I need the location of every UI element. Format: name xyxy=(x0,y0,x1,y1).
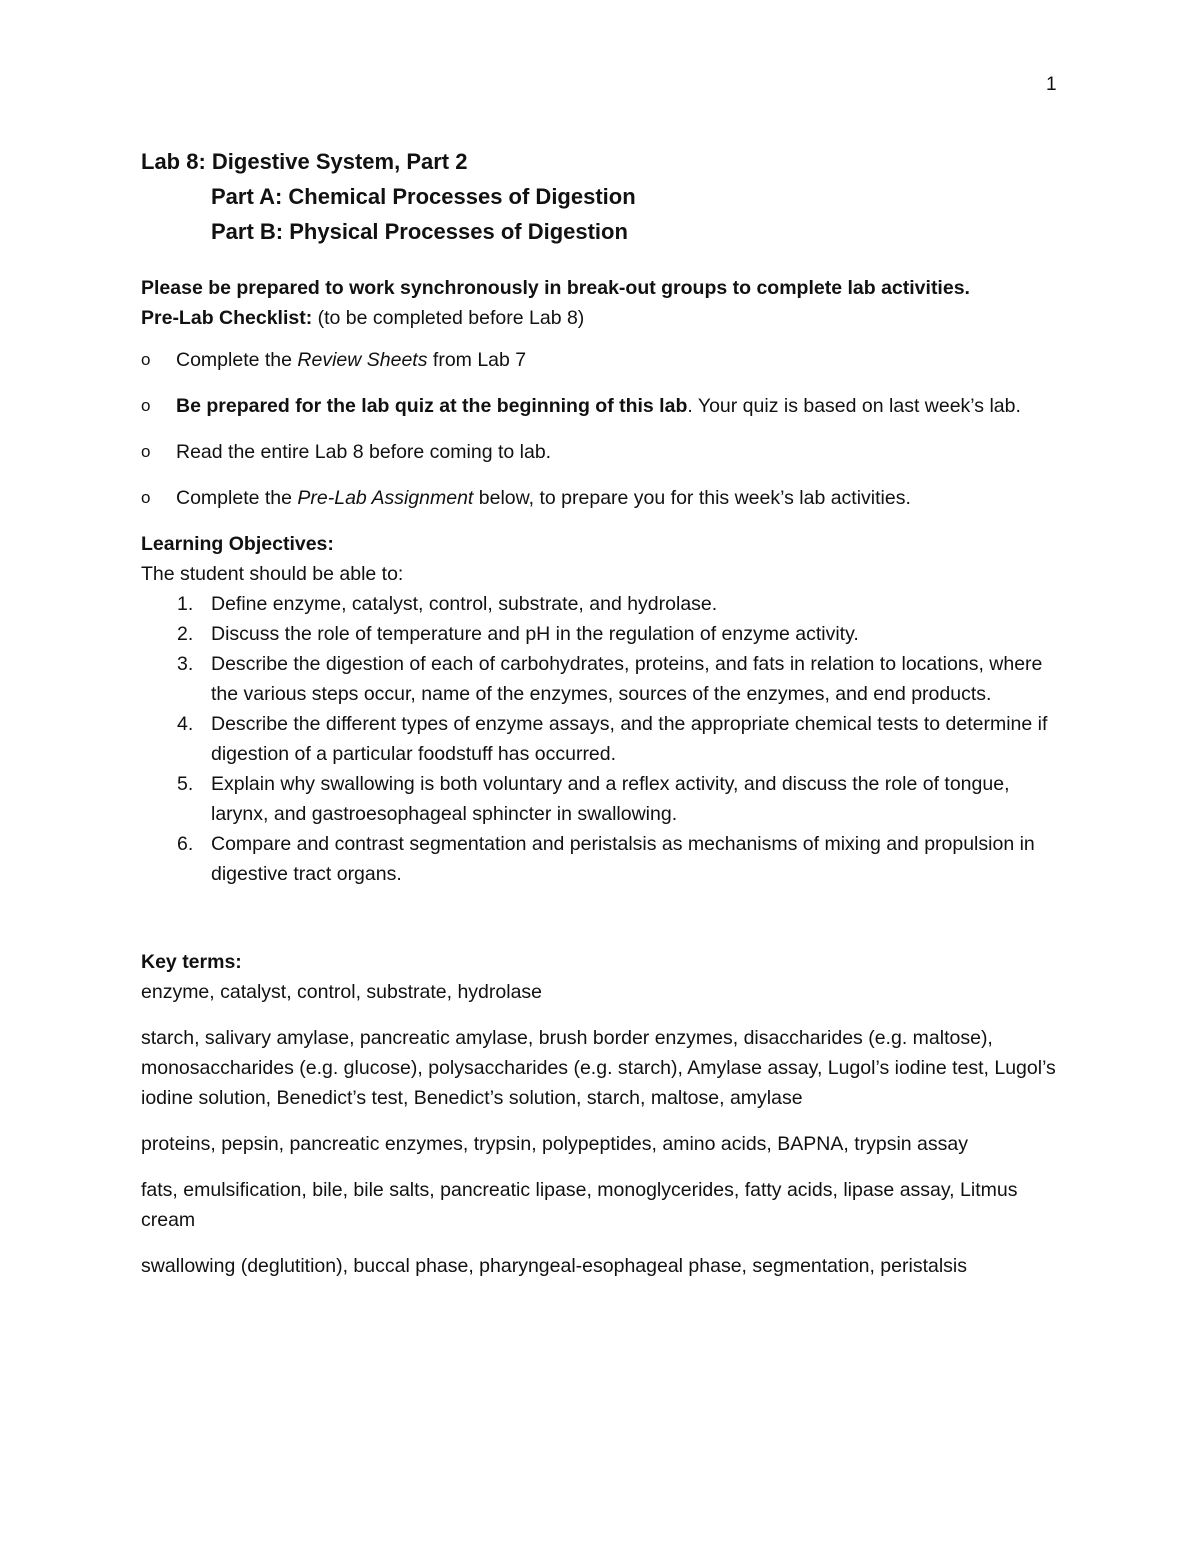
lab-title xyxy=(141,144,1071,249)
checklist-note: (to be completed before Lab 8) xyxy=(312,307,585,329)
checklist-label: Pre-Lab Checklist: xyxy=(141,307,313,329)
item-emphasis: Pre-Lab Assignment xyxy=(297,487,474,509)
objectives-heading: Learning Objectives: xyxy=(141,533,334,555)
title-line-3: Part B: Physical Processes of Digestion xyxy=(211,219,628,244)
checklist-heading xyxy=(141,303,1071,333)
pre-lab-checklist xyxy=(141,345,1071,513)
item-text: Complete the xyxy=(176,487,298,509)
item-text: Describe the different types of enzyme assays, and the appropriate chemical tests to determine if digestion of a particular foodstuff has occurred. xyxy=(211,713,1048,765)
key-terms-heading: Key terms: xyxy=(141,951,242,973)
prep-note: Please be prepared to work synchronously in break-out groups to complete lab activities. xyxy=(141,277,970,299)
key-terms-group: swallowing (deglutition), buccal phase, pharyngeal-esophageal phase, segmentation, peristalsis xyxy=(141,1255,967,1277)
item-number: 1. xyxy=(177,593,194,615)
objectives-list xyxy=(141,589,1071,889)
list-item xyxy=(141,709,1071,769)
key-terms-group: proteins, pepsin, pancreatic enzymes, trypsin, polypeptides, amino acids, BAPNA, trypsin assay xyxy=(141,1133,968,1155)
key-terms-group: fats, emulsification, bile, bile salts, pancreatic lipase, monoglycerides, fatty acids, lipase assay, Litmus cream xyxy=(141,1179,1018,1231)
list-item xyxy=(141,619,1071,649)
item-text: from Lab 7 xyxy=(427,349,527,371)
item-text: Read the entire Lab 8 before coming to lab. xyxy=(176,441,552,463)
item-text: Complete the xyxy=(176,349,298,371)
bullet-icon: o xyxy=(141,442,151,461)
item-number: 5. xyxy=(177,773,194,795)
list-item xyxy=(141,649,1071,709)
item-text: below, to prepare you for this week’s lab activities. xyxy=(473,487,911,509)
item-number: 2. xyxy=(177,623,194,645)
item-text: Discuss the role of temperature and pH in the regulation of enzyme activity. xyxy=(211,623,859,645)
bullet-icon: o xyxy=(141,350,151,369)
list-item xyxy=(141,829,1071,889)
item-text: Compare and contrast segmentation and peristalsis as mechanisms of mixing and propulsion in digestive tract organs. xyxy=(211,833,1035,885)
item-number: 6. xyxy=(177,833,194,855)
key-terms-group: enzyme, catalyst, control, substrate, hydrolase xyxy=(141,981,543,1003)
bullet-icon: o xyxy=(141,488,151,507)
item-emphasis: Review Sheets xyxy=(297,349,428,371)
document-body xyxy=(141,144,1071,1297)
item-number: 3. xyxy=(177,653,194,675)
item-text: Define enzyme, catalyst, control, substrate, and hydrolase. xyxy=(211,593,718,615)
list-item xyxy=(141,345,1071,375)
bullet-icon: o xyxy=(141,396,151,415)
item-text: Describe the digestion of each of carbohydrates, proteins, and fats in relation to locations, where the various steps occur, name of the enzymes, sources of the enzymes, and end products. xyxy=(211,653,1043,705)
list-item xyxy=(141,391,1071,421)
list-item xyxy=(141,437,1071,467)
list-item xyxy=(141,483,1071,513)
title-line-2: Part A: Chemical Processes of Digestion xyxy=(211,184,636,209)
list-item xyxy=(141,769,1071,829)
key-terms-group: starch, salivary amylase, pancreatic amylase, brush border enzymes, disaccharides (e.g. maltose), monosaccharides (e.g. glucose), polysaccharides (e.g. starch), Amylase assay, Lugol’s iodine test, Lugol’s iodine solution, Benedict’s test, Benedict’s solution, starch, maltose, amylase xyxy=(141,1027,1056,1109)
page-number: 1 xyxy=(1046,74,1057,95)
item-text: . Your quiz is based on last week’s lab. xyxy=(687,395,1021,417)
list-item xyxy=(141,589,1071,619)
item-number: 4. xyxy=(177,713,194,735)
title-line-1: Lab 8: Digestive System, Part 2 xyxy=(141,149,468,174)
objectives-intro: The student should be able to: xyxy=(141,563,404,585)
item-text: Explain why swallowing is both voluntary and a reflex activity, and discuss the role of tongue, larynx, and gastroesophageal sphincter in swallowing. xyxy=(211,773,1010,825)
item-bold: Be prepared for the lab quiz at the beginning of this lab xyxy=(176,395,688,417)
